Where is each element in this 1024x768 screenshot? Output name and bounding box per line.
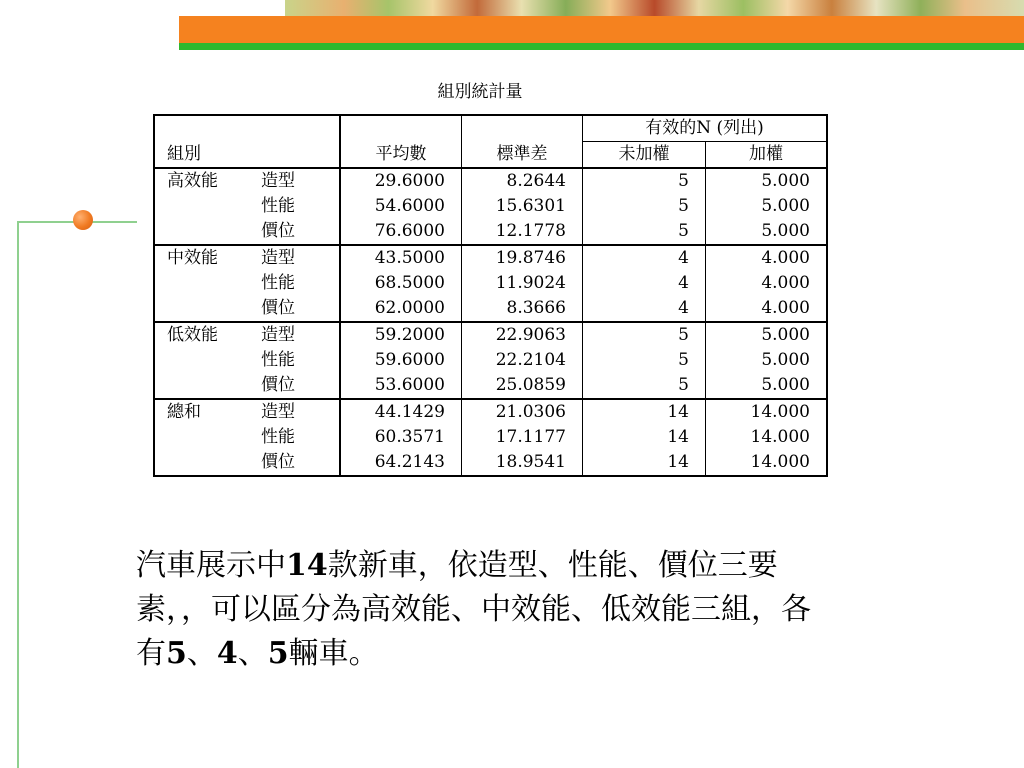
header-orange-bar: [179, 16, 1024, 43]
group-name-cell: [154, 450, 261, 476]
weighted-cell: 14.000: [706, 425, 828, 450]
weighted-cell: 14.000: [706, 450, 828, 476]
table-row: [154, 194, 827, 219]
unweighted-cell: 5: [583, 322, 706, 348]
mean-cell: 53.6000: [340, 373, 462, 399]
table-row: [154, 219, 827, 245]
header-banner-image: [285, 0, 1024, 16]
orange-circle-icon: [73, 210, 93, 230]
mean-cell: 68.5000: [340, 271, 462, 296]
sd-cell: 19.8746: [462, 245, 583, 271]
weighted-header: 加權: [706, 142, 828, 169]
header-row-1: [154, 115, 827, 142]
group-name-cell: [154, 219, 261, 245]
table-row: [154, 450, 827, 476]
table-row: [154, 322, 827, 348]
group-name-cell: [154, 373, 261, 399]
mean-cell: 59.6000: [340, 348, 462, 373]
sd-cell: 21.0306: [462, 399, 583, 425]
desc-total-count: 14: [286, 548, 328, 583]
variable-cell: 性能: [261, 196, 295, 216]
unweighted-cell: 5: [583, 194, 706, 219]
desc-sep-2: 、: [237, 636, 268, 671]
group-header: 組別: [167, 143, 201, 164]
variable-cell: 價位: [261, 221, 295, 241]
description-text: [136, 544, 836, 676]
unweighted-cell: 5: [583, 168, 706, 194]
table-row: [154, 271, 827, 296]
group-name-cell: [154, 194, 261, 219]
desc-high-count: 5: [166, 636, 187, 671]
variable-cell: 性能: [261, 350, 295, 370]
sd-cell: 17.1177: [462, 425, 583, 450]
weighted-cell: 4.000: [706, 271, 828, 296]
unweighted-cell: 14: [583, 425, 706, 450]
unweighted-cell: 5: [583, 348, 706, 373]
table-row: [154, 425, 827, 450]
weighted-cell: 5.000: [706, 348, 828, 373]
sd-cell: 25.0859: [462, 373, 583, 399]
table-title: 組別統計量: [437, 82, 523, 102]
group-name-cell: 中效能: [154, 245, 261, 271]
group-name-cell: [154, 348, 261, 373]
variable-cell: 造型: [261, 245, 340, 271]
weighted-cell: 5.000: [706, 168, 828, 194]
mean-cell: 62.0000: [340, 296, 462, 322]
header-row-2: [154, 142, 827, 169]
group-name-cell: 高效能: [154, 168, 261, 194]
group-statistics-table: [153, 114, 828, 477]
mean-cell: 76.6000: [340, 219, 462, 245]
variable-cell: 價位: [261, 375, 295, 395]
mean-cell: 43.5000: [340, 245, 462, 271]
variable-cell: 價位: [261, 452, 295, 472]
unweighted-header: 未加權: [583, 142, 706, 169]
variable-cell: 造型: [261, 322, 340, 348]
mean-cell: 29.6000: [340, 168, 462, 194]
desc-mid-count: 4: [216, 636, 238, 671]
valid-n-header: 有效的N (列出): [583, 115, 828, 142]
weighted-cell: 4.000: [706, 245, 828, 271]
sd-cell: 22.9063: [462, 322, 583, 348]
mean-cell: 60.3571: [340, 425, 462, 450]
weighted-cell: 5.000: [706, 373, 828, 399]
desc-part-3: 輛車。: [288, 636, 379, 671]
group-name-cell: 總和: [154, 399, 261, 425]
unweighted-cell: 14: [583, 450, 706, 476]
variable-cell: 性能: [261, 273, 295, 293]
table-row: [154, 245, 827, 271]
desc-part-1: 汽車展示中: [136, 548, 286, 583]
table-row: [154, 348, 827, 373]
table-row: [154, 399, 827, 425]
header-green-bar: [179, 43, 1024, 50]
weighted-cell: 5.000: [706, 322, 828, 348]
table-row: [154, 373, 827, 399]
mean-cell: 44.1429: [340, 399, 462, 425]
group-name-cell: [154, 425, 261, 450]
desc-part-2: 款新車，依造型、性能、價位三要素，，可以區分為高效能、中效能、低效能三組，各有: [136, 548, 811, 671]
mean-cell: 64.2143: [340, 450, 462, 476]
unweighted-cell: 4: [583, 245, 706, 271]
unweighted-cell: 5: [583, 219, 706, 245]
mean-cell: 54.6000: [340, 194, 462, 219]
group-name-cell: [154, 271, 261, 296]
weighted-cell: 4.000: [706, 296, 828, 322]
variable-cell: 價位: [261, 298, 295, 318]
unweighted-cell: 14: [583, 399, 706, 425]
variable-cell: 造型: [261, 168, 340, 194]
sd-cell: 8.3666: [462, 296, 583, 322]
sd-cell: 15.6301: [462, 194, 583, 219]
variable-cell: 性能: [261, 427, 295, 447]
unweighted-cell: 4: [583, 271, 706, 296]
table-row: [154, 168, 827, 194]
weighted-cell: 5.000: [706, 194, 828, 219]
sd-cell: 11.9024: [462, 271, 583, 296]
unweighted-cell: 4: [583, 296, 706, 322]
desc-low-count: 5: [267, 636, 289, 671]
weighted-cell: 14.000: [706, 399, 828, 425]
sd-cell: 8.2644: [462, 168, 583, 194]
mean-cell: 59.2000: [340, 322, 462, 348]
unweighted-cell: 5: [583, 373, 706, 399]
group-name-cell: [154, 296, 261, 322]
desc-sep-1: 、: [186, 636, 217, 671]
sd-cell: 12.1778: [462, 219, 583, 245]
table-row: [154, 296, 827, 322]
decorative-vertical-line: [17, 222, 19, 768]
variable-cell: 造型: [261, 399, 340, 425]
sd-cell: 22.2104: [462, 348, 583, 373]
mean-header: 平均數: [340, 142, 462, 169]
sd-header: 標準差: [462, 142, 583, 169]
sd-cell: 18.9541: [462, 450, 583, 476]
group-name-cell: 低效能: [154, 322, 261, 348]
weighted-cell: 5.000: [706, 219, 828, 245]
